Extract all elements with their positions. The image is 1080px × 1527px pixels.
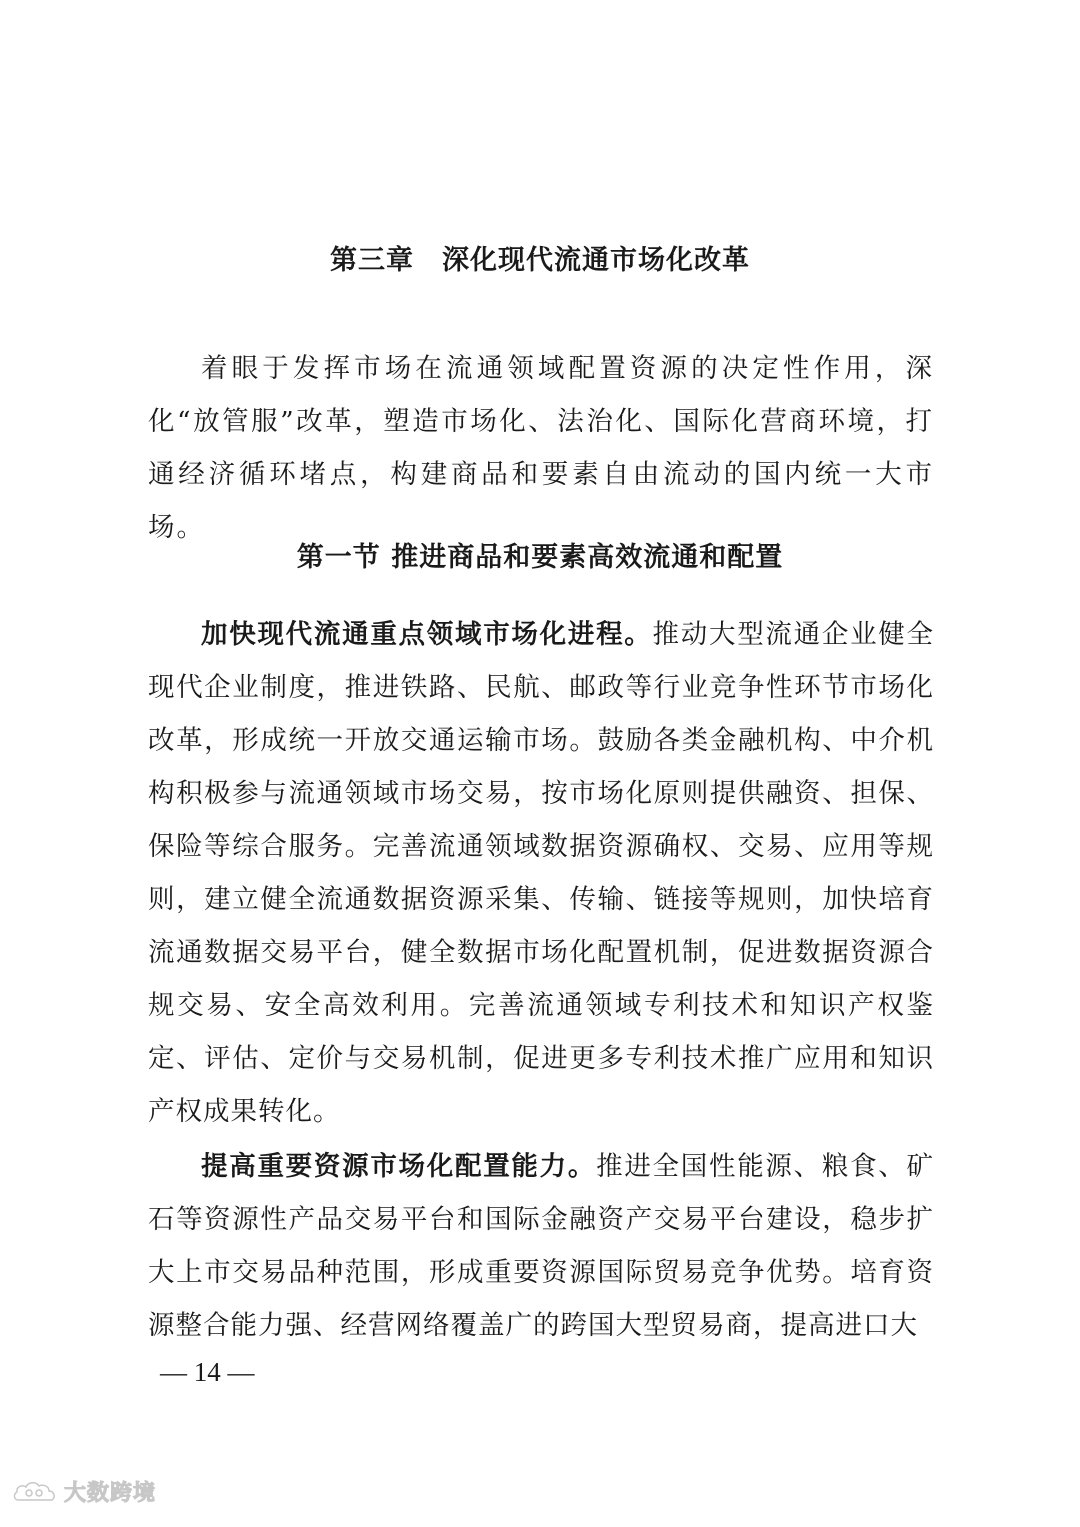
section-title: 第一节 推进商品和要素高效流通和配置 [296,542,784,573]
paragraph-resource-allocation [148,1140,934,1352]
cloud-logo-icon [12,1478,58,1506]
page-number: — 14 — [160,1357,255,1387]
watermark-text: 大数跨境 [64,1481,157,1506]
paragraph-body: 推动大型流通企业健全现代企业制度，推进铁路、民航、邮政等行业竞争性环节市场化改革，形成统一开放交通运输市场。鼓励各类金融机构、中介机构积极参与流通领域市场交易，按市场化原则提供融资、担保、保险等综合服务。完善流通领域数据资源确权、交易、应用等规则，建立健全流通数据资源采集、传输、链接等规则，加快培育流通数据交易平台，健全数据市场化配置机制，促进数据资源合规交易、安全高效利用。完善流通领域专利技术和知识产权鉴定、评估、定价与交易机制，促进更多专利技术推广应用和知识产权成果转化。 [148,619,935,1127]
chapter-title: 第三章 深化现代流通市场化改革 [330,245,750,276]
paragraph-body: 推进全国性能源、粮食、矿石等资源性产品交易平台和国际金融资产交易平台建设，稳步扩大上市交易品种范围，形成重要资源国际贸易竞争优势。培育资源整合能力强、经营网络覆盖广的跨国大型贸易商，提高进口大 [148,1151,935,1341]
paragraph-market-process [148,608,934,1138]
watermark [12,1476,156,1507]
paragraph-lead: 加快现代流通重点领域市场化进程。 [201,619,653,650]
intro-paragraph: 着眼于发挥市场在流通领域配置资源的决定性作用，深化“放管服”改革，塑造市场化、法治化、国际化营商环境，打通经济循环堵点，构建商品和要素自由流动的国内统一大市场。 [148,353,934,543]
paragraph-lead: 提高重要资源市场化配置能力。 [201,1151,597,1182]
